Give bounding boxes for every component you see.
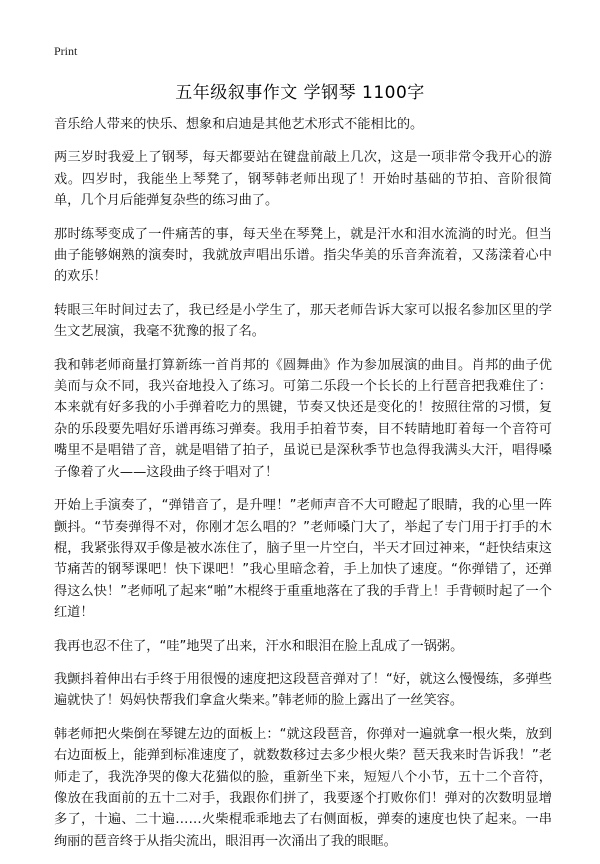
- paragraph: 我颤抖着伸出右手终于用很慢的速度把这段琶音弹对了！“好，就这么慢慢练，多弹些遍就快了！妈妈快帮我们拿盒火柴来。”韩老师的脸上露出了一丝笑容。: [54, 671, 552, 709]
- paragraph: 两三岁时我爱上了钢琴，每天都要站在键盘前敲上几次，这是一项非常令我开心的游戏。四岁时，我能坐上琴凳了，钢琴韩老师出现了！开始时基础的节拍、音阶很简单，几个月后能弹复杂些的练习曲了。: [54, 150, 552, 209]
- page-title: 五年级叙事作文 学钢琴 1100字: [175, 83, 425, 103]
- paragraph: 我再也忍不住了，“哇”地哭了出来，汗水和眼泪在脸上乱成了一锅粥。: [54, 638, 464, 654]
- paragraph: 韩老师把火柴倒在琴键左边的面板上：“就这段琶音，你弹对一遍就拿一根火柴，放到右边面板上，能弹到标准速度了，就数数移过去多少根火柴？琶天我来时告诉我！”老师走了，我洗净哭的像大花猫似的脸，重新坐下来，短短八个小节，五十二个音符，像放在我面前的五十二对手，我跟你们拼了，我要逐个打败你们！弹对的次数明显增多了，十遍、二十遍……火柴棍乖乖地去了右侧面板，弹奏的速度也快了起来。一串绚丽的琶音终于从指尖流出，眼泪再一次涌出了我的眼眶。: [54, 726, 552, 849]
- paragraph: 转眼三年时间过去了，我已经是小学生了，那天老师告诉大家可以报名参加区里的学生文艺展演，我毫不犹豫的报了名。: [54, 302, 552, 340]
- paragraph: 开始上手演奏了，“弹错音了，是升哩！”老师声音不大可瞪起了眼睛，我的心里一阵颤抖。“节奏弹得不对，你刚才怎么唱的？”老师嗓门大了，举起了专门用于打手的木棍，我紧张得双手像是被水冻住了，脑子里一片空白，半天才回过神来，“赶快结束这节痛苦的钢琴课吧！快下课吧！”我心里暗念着，手上加快了速度。“你弹错了，还弹得这么快！”老师吼了起来“啪”木棍终于重重地落在了我的手背上！手背顿时起了一个红道！: [54, 498, 552, 621]
- paragraph: 那时练琴变成了一件痛苦的事，每天坐在琴凳上，就是汗水和泪水流淌的时光。但当曲子能够娴熟的演奏时，我就放声唱出乐谱。指尖华美的乐音奔流着，又荡漾着心中的欢乐！: [54, 226, 552, 285]
- article-body: [54, 114, 552, 864]
- paragraph: 音乐给人带来的快乐、想象和启迪是其他艺术形式不能相比的。: [54, 117, 424, 132]
- paragraph: 我和韩老师商量打算新练一首肖邦的《圆舞曲》作为参加展演的曲目。肖邦的曲子优美而与众不同，我兴奋地投入了练习。可第二乐段一个长长的上行琶音把我难住了：本来就有好多我的小手弹着吃力的黑键，节奏又快还是变化的！按照往常的习惯，复杂的乐段要先唱好乐谱再练习弹奏。我用手拍着节奏，目不转睛地盯着每一个音符可嘴里不是唱错了音，就是唱错了拍子，虽说已是深秋季节也急得我满头大汗，唱得嗓子像着了火——这段曲子终于唱对了！: [54, 357, 552, 480]
- print-link[interactable]: Print: [54, 44, 78, 58]
